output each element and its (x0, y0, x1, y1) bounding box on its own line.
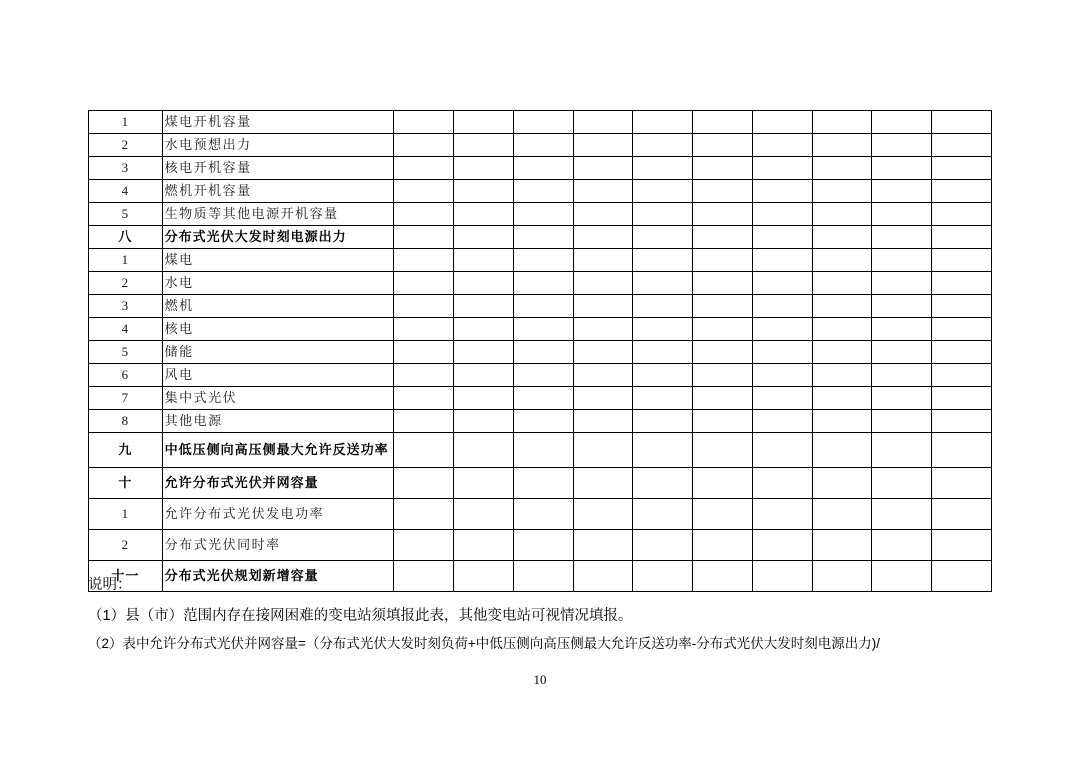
value-cell[interactable] (394, 134, 454, 157)
value-cell[interactable] (872, 295, 932, 318)
value-cell[interactable] (513, 499, 573, 530)
value-cell[interactable] (752, 249, 812, 272)
value-cell[interactable] (513, 433, 573, 468)
value-cell[interactable] (872, 134, 932, 157)
value-cell[interactable] (932, 226, 992, 249)
value-cell[interactable] (633, 499, 693, 530)
value-cell[interactable] (812, 295, 872, 318)
value-cell[interactable] (394, 180, 454, 203)
value-cell[interactable] (633, 157, 693, 180)
table-row (89, 272, 992, 295)
value-cell[interactable] (752, 111, 812, 134)
table-row (89, 341, 992, 364)
value-cell[interactable] (573, 180, 633, 203)
value-cell[interactable] (752, 318, 812, 341)
value-cell[interactable] (752, 180, 812, 203)
value-cell[interactable] (872, 111, 932, 134)
value-cell[interactable] (752, 410, 812, 433)
value-cell[interactable] (454, 364, 514, 387)
value-cell[interactable] (752, 157, 812, 180)
value-cell[interactable] (812, 499, 872, 530)
value-cell[interactable] (454, 134, 514, 157)
value-cell[interactable] (513, 134, 573, 157)
value-cell[interactable] (932, 410, 992, 433)
value-cell[interactable] (513, 157, 573, 180)
value-cell[interactable] (633, 341, 693, 364)
value-cell[interactable] (454, 433, 514, 468)
table-row (89, 318, 992, 341)
table-row (89, 387, 992, 410)
value-cell[interactable] (573, 295, 633, 318)
value-cell[interactable] (573, 387, 633, 410)
value-cell[interactable] (693, 410, 753, 433)
value-cell[interactable] (573, 410, 633, 433)
value-cell[interactable] (454, 226, 514, 249)
row-label-cell: 核电 (162, 318, 394, 341)
value-cell[interactable] (752, 433, 812, 468)
value-cell[interactable] (812, 468, 872, 499)
table-row (89, 249, 992, 272)
row-label-cell: 风电 (162, 364, 394, 387)
value-cell[interactable] (932, 249, 992, 272)
value-cell[interactable] (573, 468, 633, 499)
form-table-container (88, 110, 992, 592)
value-cell[interactable] (394, 318, 454, 341)
row-label-cell: 中低压侧向高压侧最大允许反送功率 (162, 433, 394, 468)
value-cell[interactable] (394, 410, 454, 433)
notes-item-1: （1）县（市）范围内存在接网困难的变电站须填报此表，其他变电站可视情况填报。 (88, 607, 633, 624)
value-cell[interactable] (633, 318, 693, 341)
value-cell[interactable] (573, 226, 633, 249)
value-cell[interactable] (633, 364, 693, 387)
value-cell[interactable] (812, 530, 872, 561)
value-cell[interactable] (693, 530, 753, 561)
value-cell[interactable] (573, 341, 633, 364)
value-cell[interactable] (513, 111, 573, 134)
value-cell[interactable] (932, 318, 992, 341)
value-cell[interactable] (812, 249, 872, 272)
value-cell[interactable] (573, 499, 633, 530)
table-row (89, 364, 992, 387)
value-cell[interactable] (573, 203, 633, 226)
value-cell[interactable] (513, 364, 573, 387)
value-cell[interactable] (454, 530, 514, 561)
value-cell[interactable] (693, 157, 753, 180)
value-cell[interactable] (394, 226, 454, 249)
value-cell[interactable] (573, 318, 633, 341)
value-cell[interactable] (693, 433, 753, 468)
table-row (89, 410, 992, 433)
value-cell[interactable] (872, 272, 932, 295)
value-cell[interactable] (693, 180, 753, 203)
value-cell[interactable] (693, 203, 753, 226)
row-label-cell: 煤电 (162, 249, 394, 272)
value-cell[interactable] (932, 530, 992, 561)
row-index-cell: 5 (89, 341, 163, 364)
row-index-cell: 3 (89, 157, 163, 180)
row-index-cell: 八 (89, 226, 163, 249)
value-cell[interactable] (932, 341, 992, 364)
value-cell[interactable] (633, 134, 693, 157)
value-cell[interactable] (513, 295, 573, 318)
value-cell[interactable] (693, 364, 753, 387)
row-label-cell: 煤电开机容量 (162, 111, 394, 134)
value-cell[interactable] (513, 272, 573, 295)
row-index-cell: 4 (89, 180, 163, 203)
row-label-cell: 生物质等其他电源开机容量 (162, 203, 394, 226)
value-cell[interactable] (932, 364, 992, 387)
value-cell[interactable] (513, 468, 573, 499)
value-cell[interactable] (872, 410, 932, 433)
value-cell[interactable] (513, 249, 573, 272)
value-cell[interactable] (394, 433, 454, 468)
value-cell[interactable] (693, 318, 753, 341)
value-cell[interactable] (693, 468, 753, 499)
value-cell[interactable] (812, 410, 872, 433)
value-cell[interactable] (693, 134, 753, 157)
value-cell[interactable] (872, 203, 932, 226)
value-cell[interactable] (872, 341, 932, 364)
value-cell[interactable] (693, 111, 753, 134)
row-label-cell: 燃机 (162, 295, 394, 318)
value-cell[interactable] (752, 364, 812, 387)
row-index-cell: 1 (89, 111, 163, 134)
value-cell[interactable] (932, 387, 992, 410)
row-index-cell: 2 (89, 272, 163, 295)
value-cell[interactable] (932, 203, 992, 226)
table-row (89, 111, 992, 134)
value-cell[interactable] (932, 180, 992, 203)
value-cell[interactable] (693, 387, 753, 410)
row-label-cell: 分布式光伏同时率 (162, 530, 394, 561)
value-cell[interactable] (932, 134, 992, 157)
row-index-cell: 1 (89, 499, 163, 530)
value-cell[interactable] (693, 341, 753, 364)
row-label-cell: 分布式光伏规划新增容量 (162, 561, 394, 592)
value-cell[interactable] (752, 272, 812, 295)
row-index-cell: 2 (89, 134, 163, 157)
value-cell[interactable] (573, 134, 633, 157)
value-cell[interactable] (693, 272, 753, 295)
value-cell[interactable] (812, 134, 872, 157)
table-row (89, 499, 992, 530)
value-cell[interactable] (752, 203, 812, 226)
value-cell[interactable] (872, 157, 932, 180)
value-cell[interactable] (573, 272, 633, 295)
value-cell[interactable] (394, 272, 454, 295)
row-index-cell: 6 (89, 364, 163, 387)
value-cell[interactable] (394, 295, 454, 318)
value-cell[interactable] (454, 341, 514, 364)
table-row (89, 433, 992, 468)
row-label-cell: 分布式光伏大发时刻电源出力 (162, 226, 394, 249)
table-row (89, 226, 992, 249)
value-cell[interactable] (573, 530, 633, 561)
value-cell[interactable] (633, 468, 693, 499)
value-cell[interactable] (693, 295, 753, 318)
value-cell[interactable] (454, 295, 514, 318)
value-cell[interactable] (812, 433, 872, 468)
value-cell[interactable] (454, 180, 514, 203)
row-index-cell: 九 (89, 433, 163, 468)
table-row (89, 530, 992, 561)
value-cell[interactable] (752, 295, 812, 318)
power-capacity-table (88, 110, 992, 592)
value-cell[interactable] (872, 530, 932, 561)
value-cell[interactable] (633, 111, 693, 134)
row-label-cell: 允许分布式光伏并网容量 (162, 468, 394, 499)
value-cell[interactable] (454, 318, 514, 341)
value-cell[interactable] (513, 226, 573, 249)
value-cell[interactable] (573, 157, 633, 180)
row-index-cell: 1 (89, 249, 163, 272)
row-label-cell: 核电开机容量 (162, 157, 394, 180)
row-index-cell: 8 (89, 410, 163, 433)
value-cell[interactable] (932, 111, 992, 134)
value-cell[interactable] (872, 468, 932, 499)
row-label-cell: 允许分布式光伏发电功率 (162, 499, 394, 530)
value-cell[interactable] (454, 387, 514, 410)
value-cell[interactable] (633, 226, 693, 249)
row-index-cell: 3 (89, 295, 163, 318)
table-row (89, 203, 992, 226)
value-cell[interactable] (394, 341, 454, 364)
value-cell[interactable] (752, 387, 812, 410)
value-cell[interactable] (394, 364, 454, 387)
value-cell[interactable] (633, 180, 693, 203)
value-cell[interactable] (394, 499, 454, 530)
notes-title: 说明： (88, 577, 132, 593)
value-cell[interactable] (932, 468, 992, 499)
row-index-cell: 十一 (89, 561, 163, 592)
row-label-cell: 燃机开机容量 (162, 180, 394, 203)
value-cell[interactable] (752, 499, 812, 530)
row-index-cell: 7 (89, 387, 163, 410)
value-cell[interactable] (812, 364, 872, 387)
row-label-cell: 水电 (162, 272, 394, 295)
value-cell[interactable] (633, 530, 693, 561)
value-cell[interactable] (872, 318, 932, 341)
row-index-cell: 2 (89, 530, 163, 561)
value-cell[interactable] (454, 499, 514, 530)
value-cell[interactable] (454, 272, 514, 295)
value-cell[interactable] (394, 111, 454, 134)
row-label-cell: 储能 (162, 341, 394, 364)
value-cell[interactable] (513, 341, 573, 364)
value-cell[interactable] (693, 499, 753, 530)
value-cell[interactable] (752, 468, 812, 499)
value-cell[interactable] (394, 468, 454, 499)
value-cell[interactable] (872, 180, 932, 203)
value-cell[interactable] (932, 433, 992, 468)
value-cell[interactable] (454, 249, 514, 272)
value-cell[interactable] (633, 249, 693, 272)
row-index-cell: 4 (89, 318, 163, 341)
value-cell[interactable] (812, 341, 872, 364)
table-row (89, 157, 992, 180)
value-cell[interactable] (573, 249, 633, 272)
value-cell[interactable] (633, 387, 693, 410)
value-cell[interactable] (812, 157, 872, 180)
value-cell[interactable] (633, 433, 693, 468)
table-row (89, 468, 992, 499)
value-cell[interactable] (752, 134, 812, 157)
value-cell[interactable] (812, 111, 872, 134)
value-cell[interactable] (633, 272, 693, 295)
value-cell[interactable] (932, 157, 992, 180)
value-cell[interactable] (752, 226, 812, 249)
notes-item-2: （2）表中允许分布式光伏并网容量=（分布式光伏大发时刻负荷+中低压侧向高压侧最大允许反送功率-分布式光伏大发时刻电源出力)/ (88, 636, 881, 651)
value-cell[interactable] (454, 157, 514, 180)
value-cell[interactable] (573, 364, 633, 387)
value-cell[interactable] (394, 157, 454, 180)
value-cell[interactable] (872, 499, 932, 530)
value-cell[interactable] (693, 226, 753, 249)
value-cell[interactable] (394, 249, 454, 272)
row-index-cell: 5 (89, 203, 163, 226)
value-cell[interactable] (693, 249, 753, 272)
page-number: 10 (533, 672, 547, 687)
value-cell[interactable] (454, 203, 514, 226)
value-cell[interactable] (932, 295, 992, 318)
value-cell[interactable] (513, 180, 573, 203)
row-index-cell: 十 (89, 468, 163, 499)
value-cell[interactable] (932, 272, 992, 295)
row-label-cell: 其他电源 (162, 410, 394, 433)
value-cell[interactable] (513, 387, 573, 410)
value-cell[interactable] (872, 249, 932, 272)
value-cell[interactable] (812, 318, 872, 341)
table-row (89, 295, 992, 318)
value-cell[interactable] (454, 410, 514, 433)
value-cell[interactable] (394, 387, 454, 410)
value-cell[interactable] (752, 341, 812, 364)
value-cell[interactable] (752, 530, 812, 561)
table-row (89, 180, 992, 203)
value-cell[interactable] (573, 433, 633, 468)
value-cell[interactable] (394, 530, 454, 561)
row-label-cell: 水电预想出力 (162, 134, 394, 157)
value-cell[interactable] (633, 203, 693, 226)
value-cell[interactable] (513, 318, 573, 341)
value-cell[interactable] (513, 410, 573, 433)
value-cell[interactable] (932, 499, 992, 530)
value-cell[interactable] (513, 203, 573, 226)
value-cell[interactable] (394, 203, 454, 226)
value-cell[interactable] (633, 295, 693, 318)
value-cell[interactable] (573, 111, 633, 134)
value-cell[interactable] (812, 387, 872, 410)
table-body (89, 111, 992, 592)
table-row (89, 134, 992, 157)
value-cell[interactable] (633, 410, 693, 433)
value-cell[interactable] (812, 272, 872, 295)
value-cell[interactable] (812, 226, 872, 249)
notes-section (88, 578, 1028, 665)
value-cell[interactable] (454, 468, 514, 499)
value-cell[interactable] (454, 111, 514, 134)
value-cell[interactable] (513, 530, 573, 561)
value-cell[interactable] (812, 203, 872, 226)
value-cell[interactable] (872, 387, 932, 410)
value-cell[interactable] (872, 364, 932, 387)
row-label-cell: 集中式光伏 (162, 387, 394, 410)
value-cell[interactable] (872, 433, 932, 468)
value-cell[interactable] (812, 180, 872, 203)
value-cell[interactable] (872, 226, 932, 249)
